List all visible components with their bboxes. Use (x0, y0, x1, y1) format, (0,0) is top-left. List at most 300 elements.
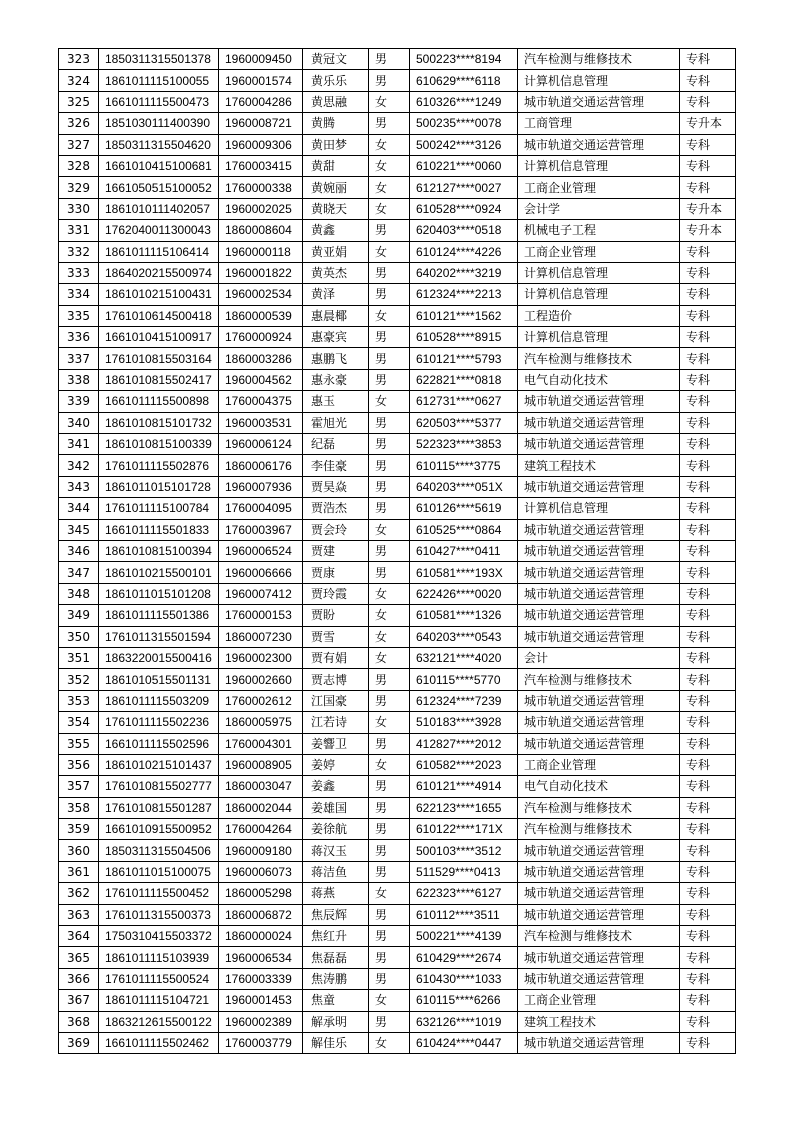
exam-number-cell: 1850311315504506 (99, 840, 219, 861)
student-id-cell: 1960008721 (219, 113, 303, 134)
gender-cell: 女 (369, 990, 410, 1011)
education-level-cell: 专科 (680, 134, 736, 155)
gender-cell: 女 (369, 198, 410, 219)
row-number-cell: 364 (59, 926, 99, 947)
table-row (59, 134, 736, 155)
table-row (59, 583, 736, 604)
student-id-cell: 1960002389 (219, 1011, 303, 1032)
student-name-cell: 黄亚娟 (303, 241, 369, 262)
id-card-number-cell: 610121****4914 (410, 776, 518, 797)
education-level-cell: 专科 (680, 262, 736, 283)
student-name-cell: 姜響卫 (303, 733, 369, 754)
gender-cell: 男 (369, 819, 410, 840)
table-row (59, 391, 736, 412)
id-card-number-cell: 500235****0078 (410, 113, 518, 134)
student-id-cell: 1960001453 (219, 990, 303, 1011)
student-name-cell: 解佳乐 (303, 1032, 369, 1053)
major-cell: 城市轨道交通运营管理 (518, 968, 680, 989)
id-card-number-cell: 632121****4020 (410, 647, 518, 668)
exam-number-cell: 1761011115500524 (99, 968, 219, 989)
id-card-number-cell: 612127****0027 (410, 177, 518, 198)
student-id-cell: 1960009180 (219, 840, 303, 861)
id-card-number-cell: 500103****3512 (410, 840, 518, 861)
education-level-cell: 专科 (680, 626, 736, 647)
gender-cell: 男 (369, 412, 410, 433)
student-name-cell: 江若诗 (303, 712, 369, 733)
row-number-cell: 355 (59, 733, 99, 754)
major-cell: 工商企业管理 (518, 177, 680, 198)
exam-number-cell: 1861010215500101 (99, 562, 219, 583)
student-name-cell: 黄甜 (303, 155, 369, 176)
student-name-cell: 惠晨椰 (303, 305, 369, 326)
student-id-cell: 1960009450 (219, 49, 303, 70)
exam-number-cell: 1861010815100339 (99, 434, 219, 455)
major-cell: 城市轨道交通运营管理 (518, 690, 680, 711)
gender-cell: 男 (369, 498, 410, 519)
row-number-cell: 358 (59, 797, 99, 818)
table-row (59, 177, 736, 198)
education-level-cell: 专科 (680, 284, 736, 305)
row-number-cell: 336 (59, 327, 99, 348)
student-name-cell: 惠玉 (303, 391, 369, 412)
education-level-cell: 专升本 (680, 113, 736, 134)
student-id-cell: 1960008905 (219, 754, 303, 775)
education-level-cell: 专升本 (680, 220, 736, 241)
gender-cell: 女 (369, 626, 410, 647)
row-number-cell: 343 (59, 476, 99, 497)
student-id-cell: 1860005298 (219, 883, 303, 904)
education-level-cell: 专科 (680, 498, 736, 519)
exam-number-cell: 1861010815100394 (99, 540, 219, 561)
id-card-number-cell: 620503****5377 (410, 412, 518, 433)
table-row (59, 669, 736, 690)
education-level-cell: 专科 (680, 412, 736, 433)
student-id-cell: 1860007230 (219, 626, 303, 647)
education-level-cell: 专科 (680, 327, 736, 348)
id-card-number-cell: 610221****0060 (410, 155, 518, 176)
education-level-cell: 专科 (680, 669, 736, 690)
exam-number-cell: 1850311315501378 (99, 49, 219, 70)
major-cell: 城市轨道交通运营管理 (518, 519, 680, 540)
gender-cell: 男 (369, 776, 410, 797)
major-cell: 计算机信息管理 (518, 498, 680, 519)
table-row (59, 904, 736, 925)
education-level-cell: 专科 (680, 177, 736, 198)
exam-number-cell: 1864020215500974 (99, 262, 219, 283)
gender-cell: 女 (369, 754, 410, 775)
student-id-cell: 1960002025 (219, 198, 303, 219)
id-card-number-cell: 610326****1249 (410, 91, 518, 112)
student-id-cell: 1760003967 (219, 519, 303, 540)
exam-number-cell: 1761011115502876 (99, 455, 219, 476)
row-number-cell: 341 (59, 434, 99, 455)
table-row (59, 70, 736, 91)
education-level-cell: 专科 (680, 455, 736, 476)
education-level-cell: 专科 (680, 797, 736, 818)
education-level-cell: 专科 (680, 1032, 736, 1053)
row-number-cell: 351 (59, 647, 99, 668)
education-level-cell: 专科 (680, 605, 736, 626)
table-row (59, 327, 736, 348)
student-name-cell: 焦辰辉 (303, 904, 369, 925)
exam-number-cell: 1861011015101208 (99, 583, 219, 604)
exam-number-cell: 1661050515100052 (99, 177, 219, 198)
major-cell: 城市轨道交通运营管理 (518, 904, 680, 925)
id-card-number-cell: 610126****5619 (410, 498, 518, 519)
student-id-cell: 1960004562 (219, 369, 303, 390)
row-number-cell: 353 (59, 690, 99, 711)
education-level-cell: 专科 (680, 583, 736, 604)
student-id-cell: 1960001574 (219, 70, 303, 91)
student-id-cell: 1960006666 (219, 562, 303, 583)
education-level-cell: 专科 (680, 883, 736, 904)
row-number-cell: 339 (59, 391, 99, 412)
row-number-cell: 349 (59, 605, 99, 626)
education-level-cell: 专科 (680, 305, 736, 326)
student-name-cell: 黄鑫 (303, 220, 369, 241)
table-row (59, 498, 736, 519)
gender-cell: 女 (369, 91, 410, 112)
student-id-cell: 1960002660 (219, 669, 303, 690)
student-id-cell: 1760003415 (219, 155, 303, 176)
education-level-cell: 专科 (680, 70, 736, 91)
education-level-cell: 专科 (680, 562, 736, 583)
education-level-cell: 专科 (680, 540, 736, 561)
student-name-cell: 霍旭光 (303, 412, 369, 433)
student-roster-table (58, 48, 736, 1054)
table-row (59, 113, 736, 134)
gender-cell: 女 (369, 155, 410, 176)
student-name-cell: 贾志博 (303, 669, 369, 690)
education-level-cell: 专科 (680, 947, 736, 968)
education-level-cell: 专科 (680, 968, 736, 989)
gender-cell: 女 (369, 519, 410, 540)
table-row (59, 91, 736, 112)
gender-cell: 女 (369, 391, 410, 412)
gender-cell: 男 (369, 113, 410, 134)
table-row (59, 455, 736, 476)
row-number-cell: 325 (59, 91, 99, 112)
major-cell: 工程造价 (518, 305, 680, 326)
exam-number-cell: 1661011115500898 (99, 391, 219, 412)
table-row (59, 305, 736, 326)
education-level-cell: 专科 (680, 754, 736, 775)
student-name-cell: 贾盼 (303, 605, 369, 626)
row-number-cell: 340 (59, 412, 99, 433)
student-name-cell: 黄晓天 (303, 198, 369, 219)
major-cell: 工商企业管理 (518, 241, 680, 262)
exam-number-cell: 1861011115501386 (99, 605, 219, 626)
gender-cell: 男 (369, 562, 410, 583)
exam-number-cell: 1661011115501833 (99, 519, 219, 540)
id-card-number-cell: 412827****2012 (410, 733, 518, 754)
gender-cell: 男 (369, 733, 410, 754)
student-id-cell: 1760000924 (219, 327, 303, 348)
student-name-cell: 焦涛鹏 (303, 968, 369, 989)
major-cell: 汽车检测与维修技术 (518, 348, 680, 369)
education-level-cell: 专科 (680, 1011, 736, 1032)
row-number-cell: 362 (59, 883, 99, 904)
table-row (59, 861, 736, 882)
table-row (59, 1011, 736, 1032)
row-number-cell: 347 (59, 562, 99, 583)
row-number-cell: 333 (59, 262, 99, 283)
major-cell: 建筑工程技术 (518, 455, 680, 476)
student-name-cell: 蒋燕 (303, 883, 369, 904)
student-name-cell: 贾康 (303, 562, 369, 583)
table-row (59, 990, 736, 1011)
row-number-cell: 334 (59, 284, 99, 305)
student-name-cell: 焦磊磊 (303, 947, 369, 968)
exam-number-cell: 1861011115503209 (99, 690, 219, 711)
row-number-cell: 350 (59, 626, 99, 647)
gender-cell: 男 (369, 434, 410, 455)
education-level-cell: 专科 (680, 241, 736, 262)
id-card-number-cell: 610528****0924 (410, 198, 518, 219)
id-card-number-cell: 622123****1655 (410, 797, 518, 818)
gender-cell: 男 (369, 690, 410, 711)
major-cell: 汽车检测与维修技术 (518, 819, 680, 840)
student-id-cell: 1860006872 (219, 904, 303, 925)
education-level-cell: 专科 (680, 519, 736, 540)
id-card-number-cell: 622426****0020 (410, 583, 518, 604)
student-name-cell: 姜婷 (303, 754, 369, 775)
gender-cell: 男 (369, 669, 410, 690)
table-row (59, 198, 736, 219)
student-id-cell: 1960003531 (219, 412, 303, 433)
student-name-cell: 纪磊 (303, 434, 369, 455)
row-number-cell: 366 (59, 968, 99, 989)
gender-cell: 男 (369, 369, 410, 390)
row-number-cell: 328 (59, 155, 99, 176)
row-number-cell: 332 (59, 241, 99, 262)
table-row (59, 626, 736, 647)
student-id-cell: 1760000338 (219, 177, 303, 198)
exam-number-cell: 1661011115500473 (99, 91, 219, 112)
row-number-cell: 365 (59, 947, 99, 968)
major-cell: 城市轨道交通运营管理 (518, 412, 680, 433)
id-card-number-cell: 610424****0447 (410, 1032, 518, 1053)
education-level-cell: 专科 (680, 91, 736, 112)
row-number-cell: 359 (59, 819, 99, 840)
student-name-cell: 解承明 (303, 1011, 369, 1032)
id-card-number-cell: 640203****0543 (410, 626, 518, 647)
table-row (59, 733, 736, 754)
student-name-cell: 贾有娟 (303, 647, 369, 668)
major-cell: 汽车检测与维修技术 (518, 926, 680, 947)
row-number-cell: 348 (59, 583, 99, 604)
table-row (59, 1032, 736, 1053)
table-row (59, 519, 736, 540)
student-id-cell: 1760004286 (219, 91, 303, 112)
table-row (59, 540, 736, 561)
gender-cell: 男 (369, 540, 410, 561)
exam-number-cell: 1761011115500452 (99, 883, 219, 904)
exam-number-cell: 1661010415100681 (99, 155, 219, 176)
gender-cell: 男 (369, 968, 410, 989)
major-cell: 机械电子工程 (518, 220, 680, 241)
exam-number-cell: 1761010614500418 (99, 305, 219, 326)
table-row (59, 155, 736, 176)
row-number-cell: 363 (59, 904, 99, 925)
gender-cell: 男 (369, 476, 410, 497)
student-name-cell: 黄田梦 (303, 134, 369, 155)
exam-number-cell: 1761011115100784 (99, 498, 219, 519)
id-card-number-cell: 522323****3853 (410, 434, 518, 455)
id-card-number-cell: 620403****0518 (410, 220, 518, 241)
student-id-cell: 1860005975 (219, 712, 303, 733)
exam-number-cell: 1761010815503164 (99, 348, 219, 369)
student-name-cell: 惠永豪 (303, 369, 369, 390)
major-cell: 计算机信息管理 (518, 284, 680, 305)
row-number-cell: 329 (59, 177, 99, 198)
id-card-number-cell: 610122****171X (410, 819, 518, 840)
gender-cell: 女 (369, 647, 410, 668)
exam-number-cell: 1861010815502417 (99, 369, 219, 390)
student-id-cell: 1960000118 (219, 241, 303, 262)
student-name-cell: 贾雪 (303, 626, 369, 647)
gender-cell: 男 (369, 797, 410, 818)
student-name-cell: 惠豪宾 (303, 327, 369, 348)
education-level-cell: 专科 (680, 155, 736, 176)
major-cell: 电气自动化技术 (518, 776, 680, 797)
student-name-cell: 黄思融 (303, 91, 369, 112)
gender-cell: 女 (369, 305, 410, 326)
major-cell: 电气自动化技术 (518, 369, 680, 390)
student-name-cell: 蒋洁鱼 (303, 861, 369, 882)
major-cell: 汽车检测与维修技术 (518, 797, 680, 818)
major-cell: 城市轨道交通运营管理 (518, 583, 680, 604)
exam-number-cell: 1661011115502462 (99, 1032, 219, 1053)
student-name-cell: 黄婉丽 (303, 177, 369, 198)
gender-cell: 男 (369, 70, 410, 91)
exam-number-cell: 1861011115106414 (99, 241, 219, 262)
row-number-cell: 354 (59, 712, 99, 733)
gender-cell: 男 (369, 861, 410, 882)
gender-cell: 男 (369, 1011, 410, 1032)
table-row (59, 434, 736, 455)
row-number-cell: 356 (59, 754, 99, 775)
exam-number-cell: 1861011015101728 (99, 476, 219, 497)
major-cell: 城市轨道交通运营管理 (518, 134, 680, 155)
education-level-cell: 专科 (680, 49, 736, 70)
student-name-cell: 焦童 (303, 990, 369, 1011)
major-cell: 城市轨道交通运营管理 (518, 712, 680, 733)
table-row (59, 241, 736, 262)
student-id-cell: 1860006176 (219, 455, 303, 476)
major-cell: 汽车检测与维修技术 (518, 49, 680, 70)
student-id-cell: 1760003339 (219, 968, 303, 989)
major-cell: 工商企业管理 (518, 754, 680, 775)
student-name-cell: 蒋汉玉 (303, 840, 369, 861)
student-name-cell: 李佳豪 (303, 455, 369, 476)
student-id-cell: 1860002044 (219, 797, 303, 818)
id-card-number-cell: 610525****0864 (410, 519, 518, 540)
student-id-cell: 1960006124 (219, 434, 303, 455)
major-cell: 工商管理 (518, 113, 680, 134)
row-number-cell: 346 (59, 540, 99, 561)
major-cell: 计算机信息管理 (518, 262, 680, 283)
id-card-number-cell: 610112****3511 (410, 904, 518, 925)
table-row (59, 220, 736, 241)
major-cell: 建筑工程技术 (518, 1011, 680, 1032)
exam-number-cell: 1762040011300043 (99, 220, 219, 241)
education-level-cell: 专科 (680, 819, 736, 840)
exam-number-cell: 1850311315504620 (99, 134, 219, 155)
student-id-cell: 1760004095 (219, 498, 303, 519)
gender-cell: 女 (369, 712, 410, 733)
student-id-cell: 1960006524 (219, 540, 303, 561)
id-card-number-cell: 640203****051X (410, 476, 518, 497)
exam-number-cell: 1661010415100917 (99, 327, 219, 348)
education-level-cell: 专科 (680, 840, 736, 861)
row-number-cell: 326 (59, 113, 99, 134)
student-id-cell: 1860000024 (219, 926, 303, 947)
id-card-number-cell: 622821****0818 (410, 369, 518, 390)
exam-number-cell: 1661011115502596 (99, 733, 219, 754)
id-card-number-cell: 500221****4139 (410, 926, 518, 947)
gender-cell: 女 (369, 134, 410, 155)
education-level-cell: 专科 (680, 861, 736, 882)
gender-cell: 男 (369, 348, 410, 369)
education-level-cell: 专科 (680, 712, 736, 733)
id-card-number-cell: 511529****0413 (410, 861, 518, 882)
gender-cell: 男 (369, 262, 410, 283)
student-id-cell: 1960002300 (219, 647, 303, 668)
student-id-cell: 1960007412 (219, 583, 303, 604)
table-row (59, 369, 736, 390)
id-card-number-cell: 610582****2023 (410, 754, 518, 775)
major-cell: 城市轨道交通运营管理 (518, 91, 680, 112)
student-id-cell: 1960002534 (219, 284, 303, 305)
table-row (59, 840, 736, 861)
education-level-cell: 专科 (680, 369, 736, 390)
id-card-number-cell: 510183****3928 (410, 712, 518, 733)
education-level-cell: 专科 (680, 776, 736, 797)
table-row (59, 819, 736, 840)
education-level-cell: 专科 (680, 690, 736, 711)
row-number-cell: 323 (59, 49, 99, 70)
major-cell: 城市轨道交通运营管理 (518, 434, 680, 455)
table-row (59, 883, 736, 904)
student-id-cell: 1760002612 (219, 690, 303, 711)
major-cell: 城市轨道交通运营管理 (518, 861, 680, 882)
gender-cell: 女 (369, 883, 410, 904)
exam-number-cell: 1761011115502236 (99, 712, 219, 733)
table-row (59, 262, 736, 283)
student-name-cell: 黄腾 (303, 113, 369, 134)
student-id-cell: 1760004264 (219, 819, 303, 840)
student-name-cell: 焦红升 (303, 926, 369, 947)
major-cell: 城市轨道交通运营管理 (518, 883, 680, 904)
exam-number-cell: 1863212615500122 (99, 1011, 219, 1032)
row-number-cell: 327 (59, 134, 99, 155)
student-name-cell: 惠鹏飞 (303, 348, 369, 369)
gender-cell: 女 (369, 605, 410, 626)
student-id-cell: 1860000539 (219, 305, 303, 326)
student-id-cell: 1860003047 (219, 776, 303, 797)
id-card-number-cell: 610528****8915 (410, 327, 518, 348)
education-level-cell: 专科 (680, 476, 736, 497)
exam-number-cell: 1861010111402057 (99, 198, 219, 219)
gender-cell: 男 (369, 840, 410, 861)
exam-number-cell: 1761011315500373 (99, 904, 219, 925)
education-level-cell: 专科 (680, 647, 736, 668)
major-cell: 城市轨道交通运营管理 (518, 562, 680, 583)
table-row (59, 926, 736, 947)
student-id-cell: 1960007936 (219, 476, 303, 497)
education-level-cell: 专升本 (680, 198, 736, 219)
